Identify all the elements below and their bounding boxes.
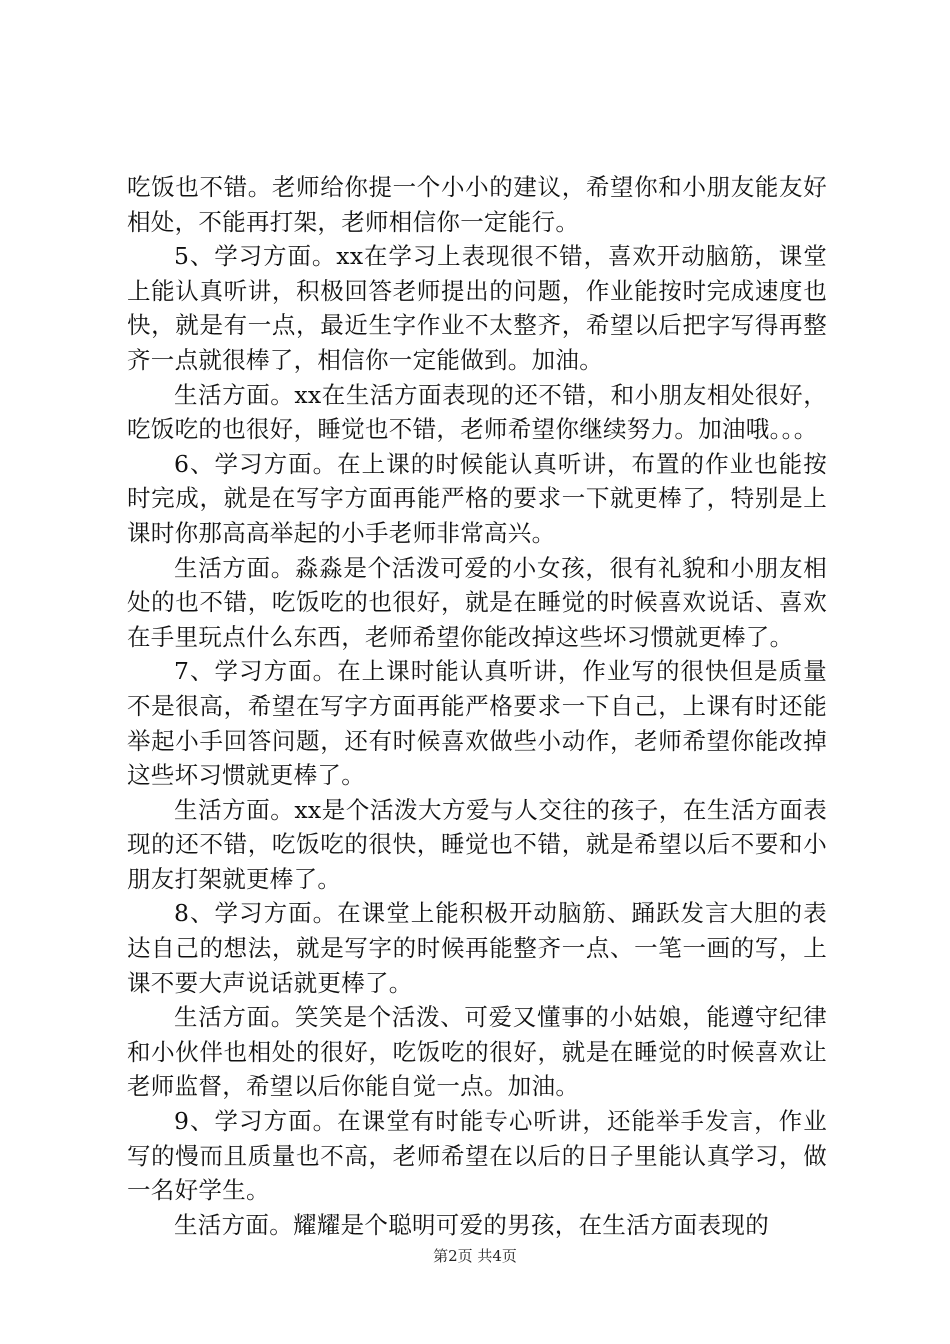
paragraph-life-9: 生活方面。耀耀是个聪明可爱的男孩，在生活方面表现的 [174,1210,769,1239]
paragraph-study-6: 6、学习方面。在上课的时候能认真听讲，布置的作业也能按时完成，就是在写字方面再能严格的要求一下就更棒了，特别是上课时你那高高举起的小手老师非常高兴。 [127,449,827,547]
paragraph-study-7: 7、学习方面。在上课时能认真听讲，作业写的很快但是质量不是很高，希望在写字方面再能严格要求一下自己，上课有时还能举起小手回答问题，还有时候喜欢做些小动作，老师希望你能改掉这些坏习惯就更棒了。 [127,657,827,790]
paragraph-life-6: 生活方面。淼淼是个活泼可爱的小女孩，很有礼貌和小朋友相处的也不错，吃饭吃的也很好，就是在睡觉的时候喜欢说话、喜欢在手里玩点什么东西，老师希望你能改掉这些坏习惯就更棒了。 [127,553,827,651]
document-body [127,170,827,1242]
paragraph-life-5: 生活方面。xx在生活方面表现的还不错，和小朋友相处很好，吃饭吃的也很好，睡觉也不错，老师希望你继续努力。加油哦。。。 [127,380,827,444]
paragraph-life-8: 生活方面。笑笑是个活泼、可爱又懂事的小姑娘，能遵守纪律和小伙伴也相处的很好，吃饭吃的很好，就是在睡觉的时候喜欢让老师监督，希望以后你能自觉一点。加油。 [127,1003,827,1101]
paragraph-study-8: 8、学习方面。在课堂上能积极开动脑筋、踊跃发言大胆的表达自己的想法，就是写字的时候再能整齐一点、一笔一画的写，上课不要大声说话就更棒了。 [127,899,827,997]
paragraph-continuation: 吃饭也不错。老师给你提一个小小的建议，希望你和小朋友能友好相处，不能再打架，老师相信你一定能行。 [127,173,827,236]
page-footer: 第2页 共4页 [433,1247,517,1265]
paragraph-study-9: 9、学习方面。在课堂有时能专心听讲，还能举手发言，作业写的慢而且质量也不高，老师希望在以后的日子里能认真学习，做一名好学生。 [127,1107,827,1205]
paragraph-life-7: 生活方面。xx是个活泼大方爱与人交往的孩子，在生活方面表现的还不错，吃饭吃的很快，睡觉也不错，就是希望以后不要和小朋友打架就更棒了。 [127,795,827,893]
paragraph-study-5: 5、学习方面。xx在学习上表现很不错，喜欢开动脑筋，课堂上能认真听讲，积极回答老师提出的问题，作业能按时完成速度也快，就是有一点，最近生字作业不太整齐，希望以后把字写得再整齐一点就很棒了，相信你一定能做到。加油。 [127,242,827,374]
